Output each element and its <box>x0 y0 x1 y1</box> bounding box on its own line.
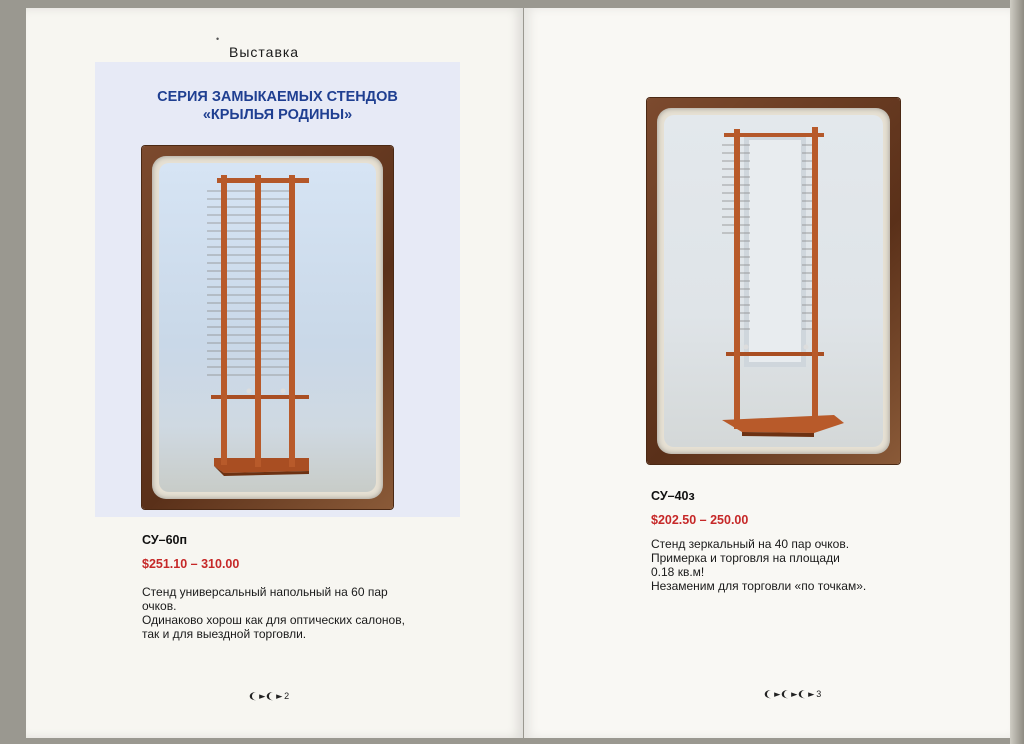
scan-edge <box>1010 0 1024 744</box>
section-label: • Выставка <box>229 44 299 60</box>
description-line: так и для выездной торговли. <box>142 627 307 641</box>
fish-icon: ❨▸ <box>762 689 782 699</box>
description-line: Примерка и торговля на площади <box>651 551 840 565</box>
fish-icon: ❨▸ <box>796 689 816 699</box>
stand-photo-left <box>159 163 376 492</box>
description-line: Незаменим для торговли «по точкам». <box>651 579 867 593</box>
description-left <box>142 585 442 641</box>
price-left: $251.10 – 310.00 <box>142 557 240 571</box>
fish-icon: ❨▸ <box>779 689 799 699</box>
page-number-left <box>247 691 291 702</box>
page-number-text: 3 <box>816 689 823 699</box>
description-line: очков. <box>142 599 177 613</box>
description-line: Стенд универсальный напольный на 60 пар <box>142 585 388 599</box>
description-line: 0.18 кв.м! <box>651 565 705 579</box>
product-code-left: СУ–60п <box>142 533 188 547</box>
photo-frame-left <box>142 146 393 509</box>
product-code-right: СУ–40з <box>651 489 695 503</box>
page-number-right <box>762 689 823 700</box>
stand-photo-right <box>664 115 883 447</box>
frame-mat <box>152 156 383 499</box>
page-number-text: 2 <box>284 691 291 701</box>
price-right: $202.50 – 250.00 <box>651 513 749 527</box>
series-title-line2: «КРЫЛЬЯ РОДИНЫ» <box>202 107 353 123</box>
display-stand-40-image <box>664 115 883 447</box>
description-line: Стенд зеркальный на 40 пар очков. <box>651 537 850 551</box>
series-title <box>95 88 460 124</box>
description-line: Одинаково хорош как для оптических салонов, <box>142 613 405 627</box>
fish-icon: ❨▸ <box>264 691 284 701</box>
photo-frame-right <box>647 98 900 464</box>
fish-icon: ❨▸ <box>247 691 267 701</box>
description-right <box>651 537 911 593</box>
display-stand-60-image <box>159 163 376 492</box>
frame-mat <box>657 108 890 454</box>
series-title-line1: СЕРИЯ ЗАМЫКАЕМЫХ СТЕНДОВ <box>157 89 398 105</box>
